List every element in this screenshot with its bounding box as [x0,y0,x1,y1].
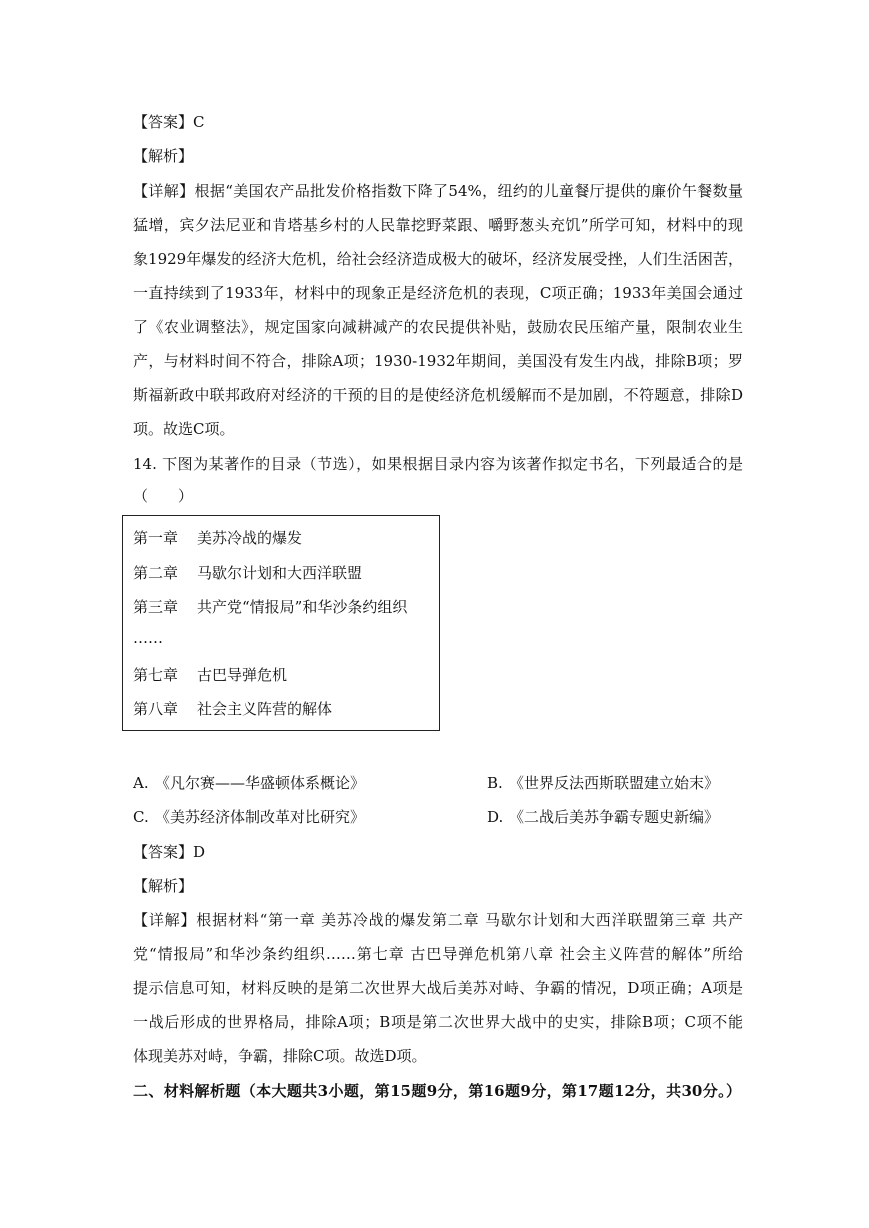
ellipsis: …… [133,629,163,647]
chapter-title: 古巴导弹危机 [197,666,288,684]
option-a [133,773,365,793]
chapter-number: 第一章 [133,529,179,547]
option-text: 《二战后美苏争霸专题史新编》 [509,808,720,826]
q13-detail-line: 斯福新政中联邦政府对经济的干预的目的是使经济危机缓解而不是加剧，不符题意，排除D [133,386,743,404]
catalog-ellipsis [133,628,163,648]
q14-answer: 【答案】D [133,843,206,861]
q14-detail-line: 提示信息可知，材料反映的是第二次世界大战后美苏对峙、争霸的情况，D项正确；A项是 [133,979,743,997]
option-text: 《世界反法西斯联盟建立始末》 [509,774,720,792]
chapter-title: 马歇尔计划和大西洋联盟 [197,564,363,582]
catalog-entry [133,563,362,583]
chapter-title: 美苏冷战的爆发 [197,529,303,547]
q13-analysis-label: 【解析】 [133,147,194,165]
section-heading: 二、材料解析题（本大题共3小题，第15题9分，第16题9分，第17题12分，共30分。） [133,1082,741,1100]
catalog-entry [133,665,287,685]
option-d [487,807,719,827]
option-letter: C. [133,808,149,826]
q13-detail-line: 了《农业调整法》，规定国家向减耕减产的农民提供补贴，鼓励农民压缩产量，限制农业生 [133,318,743,336]
q13-detail-line: 【详解】根据“美国农产品批发价格指数下降了54%，纽约的儿童餐厅提供的廉价午餐数量 [133,182,743,200]
option-text: 《美苏经济体制改革对比研究》 [155,808,366,826]
chapter-title: 共产党“情报局”和华沙条约组织 [197,598,408,616]
catalog-box [122,515,440,731]
q13-detail-line: 象1929年爆发的经济大危机，给社会经济造成极大的破坏，经济发展受挫，人们生活困苦， [133,250,743,268]
chapter-title: 社会主义阵营的解体 [197,700,333,718]
catalog-entry [133,597,407,617]
q14-detail-line: 体现美苏对峙，争霸，排除C项。故选D项。 [133,1047,427,1065]
option-c [133,807,365,827]
q14-analysis-label: 【解析】 [133,877,194,895]
q14-stem-blank: （ ） [133,487,194,505]
chapter-number: 第二章 [133,564,179,582]
q13-detail-line: 项。故选C项。 [133,420,235,438]
option-text: 《凡尔赛——华盛顿体系概论》 [155,774,366,792]
q14-stem: 14. 下图为某著作的目录（节选），如果根据目录内容为该著作拟定书名，下列最适合的是 [133,455,743,473]
chapter-number: 第三章 [133,598,179,616]
q13-detail-line: 一直持续到了1933年，材料中的现象正是经济危机的表现，C项正确；1933年美国会通过 [133,284,743,302]
option-letter: A. [133,774,149,792]
q14-detail-line: 【详解】根据材料“第一章 美苏冷战的爆发第二章 马歇尔计划和大西洋联盟第三章 共产 [133,911,743,929]
q13-detail-line: 产，与材料时间不符合，排除A项；1930-1932年期间，美国没有发生内战，排除B项；罗 [133,352,743,370]
chapter-number: 第八章 [133,700,179,718]
option-letter: B. [487,774,503,792]
catalog-entry [133,699,332,719]
catalog-entry [133,528,302,548]
option-b [487,773,719,793]
q14-detail-line: 党“情报局”和华沙条约组织……第七章 古巴导弹危机第八章 社会主义阵营的解体”所给 [133,945,743,963]
q13-answer: 【答案】C [133,113,205,131]
option-letter: D. [487,808,504,826]
q14-detail-line: 一战后形成的世界格局，排除A项；B项是第二次世界大战中的史实，排除B项；C项不能 [133,1013,743,1031]
q13-detail-line: 猛增，宾夕法尼亚和肯塔基乡村的人民靠挖野菜跟、嚼野葱头充饥”所学可知，材料中的现 [133,216,743,234]
chapter-number: 第七章 [133,666,179,684]
